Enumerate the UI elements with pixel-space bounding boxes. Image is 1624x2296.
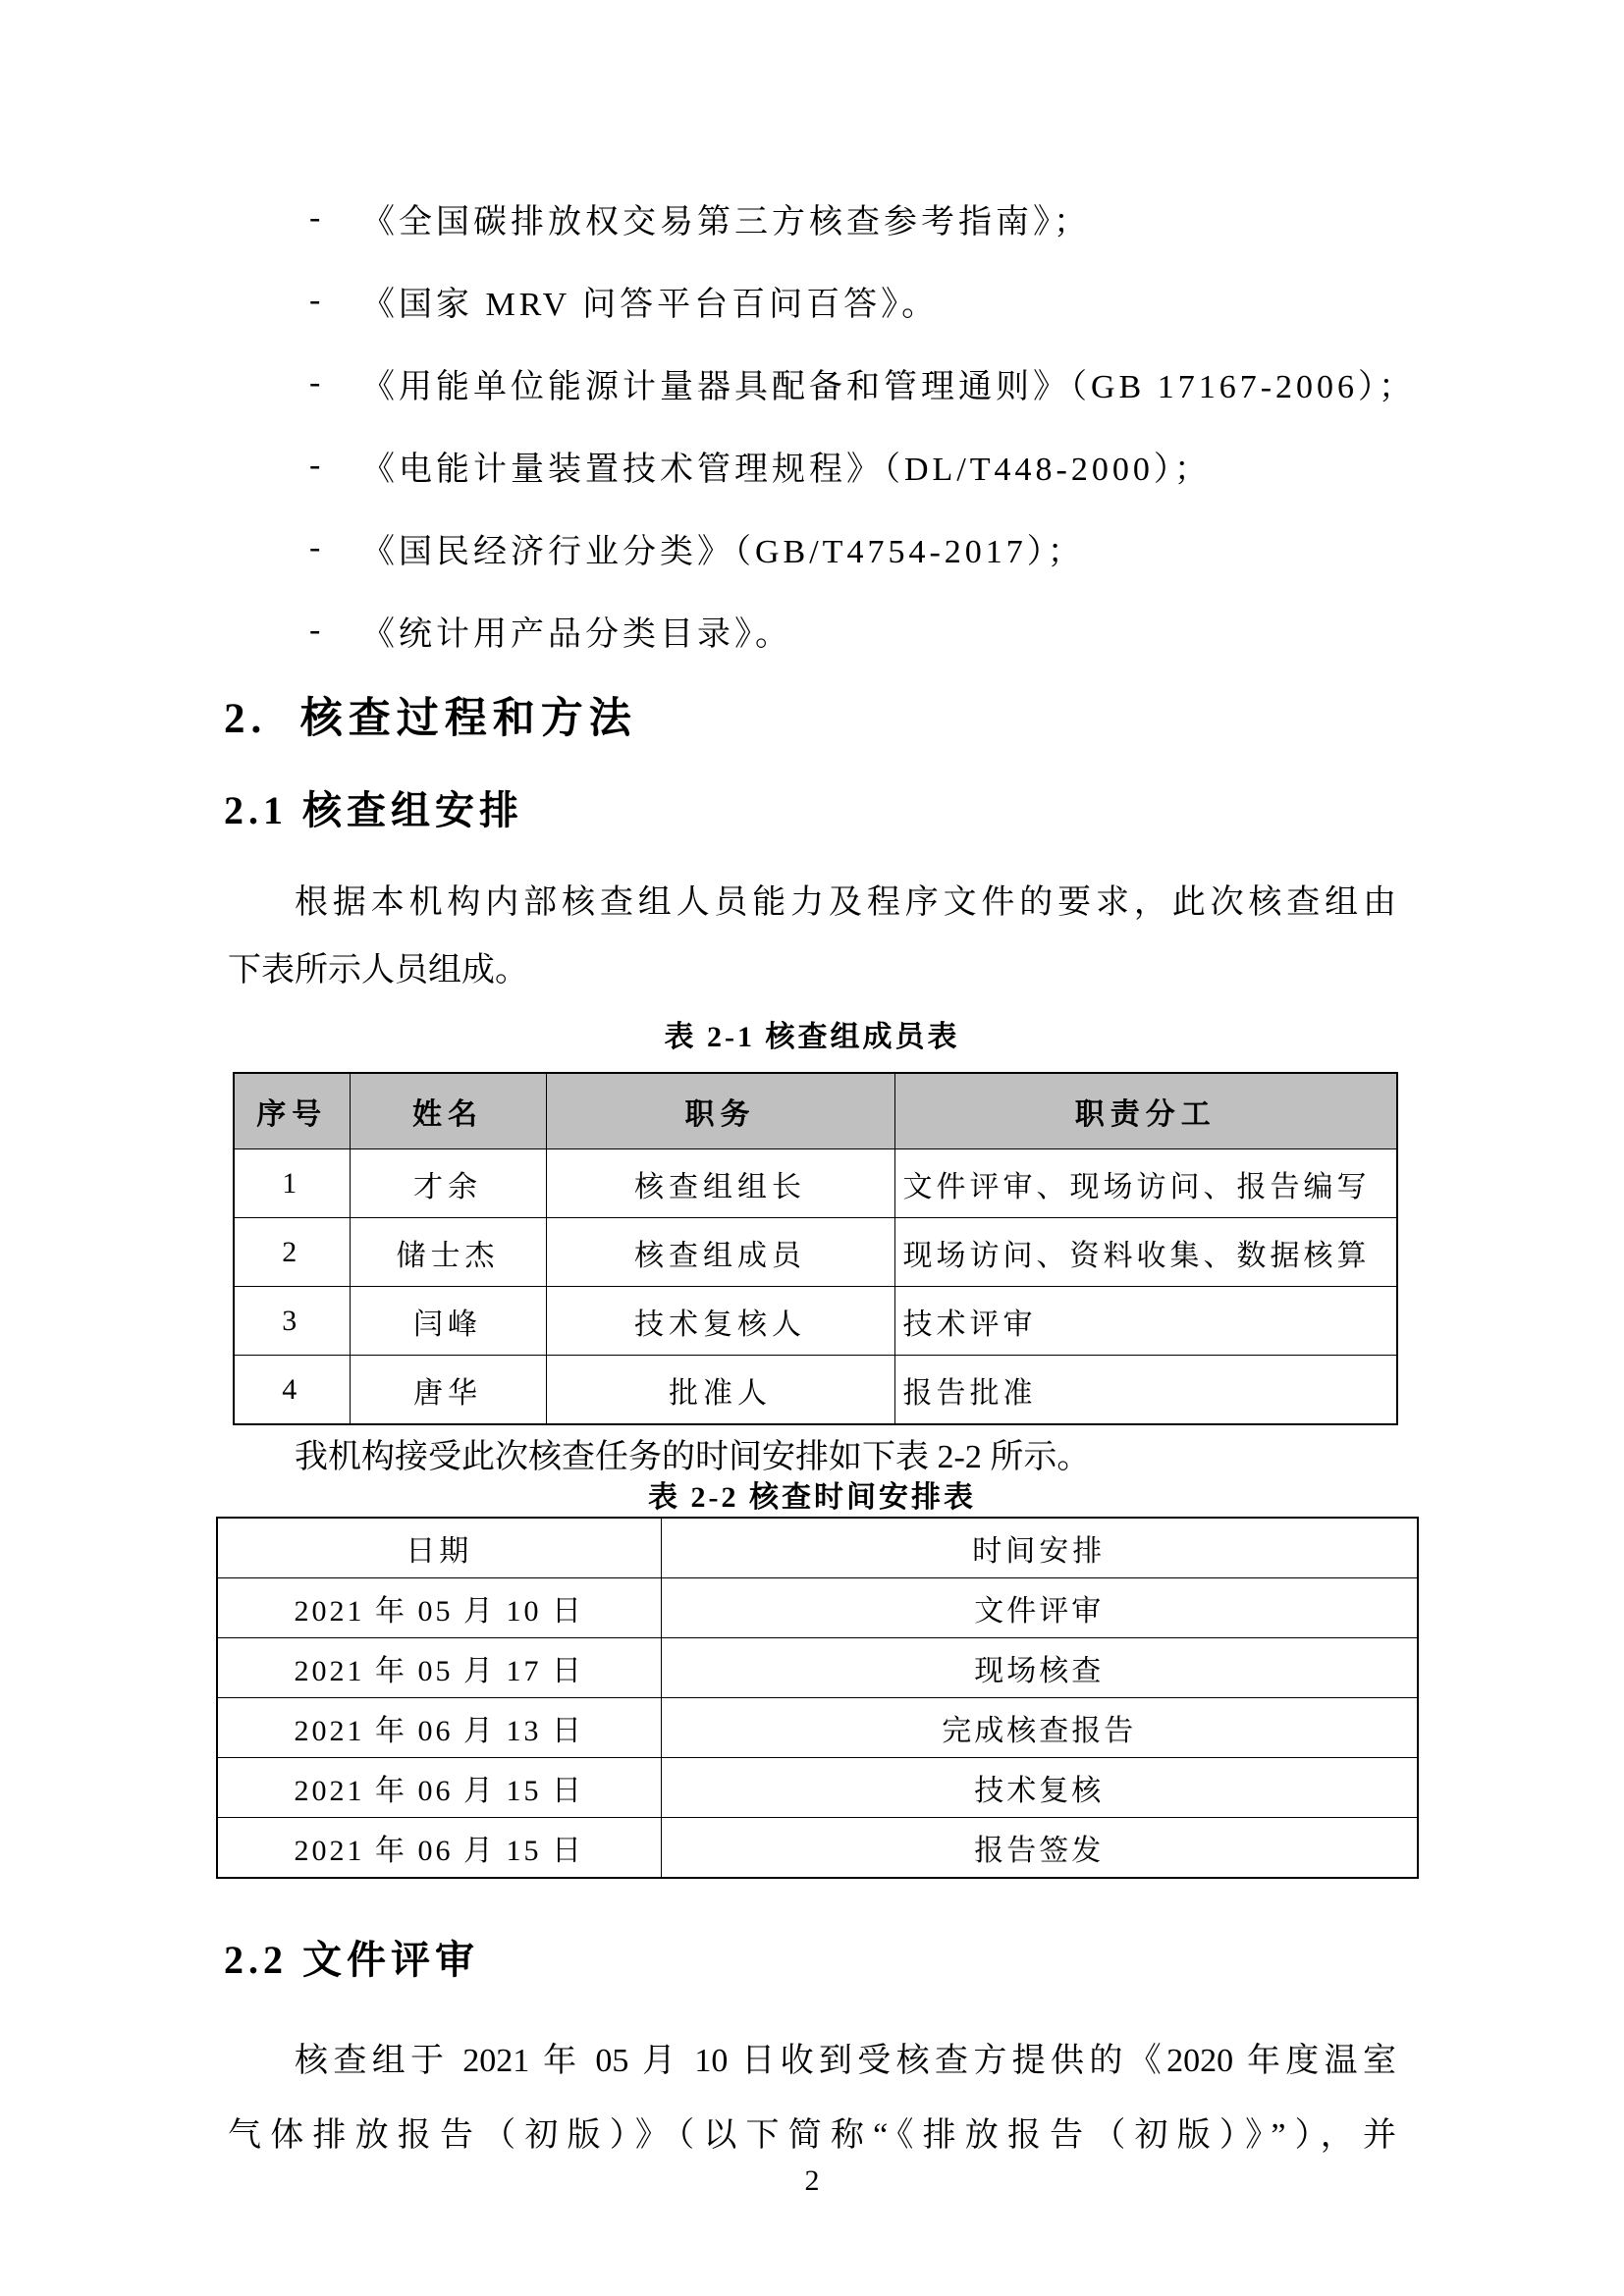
reference-text: 《全国碳排放权交易第三方核查参考指南》； [361, 203, 1091, 240]
table-cell: 批准人 [546, 1356, 894, 1425]
table-cell: 文件评审 [661, 1578, 1418, 1638]
table-cell: 闫峰 [350, 1287, 546, 1356]
reference-item [309, 259, 1624, 342]
table-cell: 2021 年 06 月 15 日 [217, 1818, 661, 1879]
table-cell: 2021 年 06 月 15 日 [217, 1758, 661, 1818]
table-row [234, 1218, 1397, 1287]
members-table [233, 1072, 1398, 1425]
schedule-note: 我机构接受此次核查任务的时间安排如下表 2-2 所示。 [295, 1439, 1091, 1476]
reference-item [309, 507, 1624, 589]
table-row [234, 1149, 1397, 1218]
table-row [217, 1578, 1418, 1638]
table-cell: 2021 年 06 月 13 日 [217, 1698, 661, 1758]
table-cell: 2021 年 05 月 17 日 [217, 1638, 661, 1698]
reference-item [309, 424, 1624, 507]
table-cell: 现场访问、资料收集、数据核算 [894, 1218, 1397, 1287]
table-cell: 报告签发 [661, 1818, 1418, 1879]
reference-item [309, 177, 1624, 259]
reference-item [309, 342, 1624, 424]
column-header: 职务 [546, 1073, 894, 1149]
table-cell: 2021 年 05 月 10 日 [217, 1578, 661, 1638]
table-cell: 报告批准 [894, 1356, 1397, 1425]
table-cell: 1 [234, 1149, 350, 1218]
table-cell: 储士杰 [350, 1218, 546, 1287]
table-row [234, 1356, 1397, 1425]
schedule-table [216, 1517, 1419, 1879]
table-cell: 3 [234, 1287, 350, 1356]
table-row [217, 1758, 1418, 1818]
section-heading-2: 2. 核查过程和方法 [224, 696, 637, 742]
column-header: 时间安排 [661, 1518, 1418, 1578]
table-header-row [234, 1073, 1397, 1149]
table-row [217, 1638, 1418, 1698]
reference-text: 《国家 MRV 问答平台百问百答》。 [361, 286, 940, 323]
table-cell: 技术评审 [894, 1287, 1397, 1356]
table-cell: 4 [234, 1356, 350, 1425]
bullet-dash: - [309, 199, 321, 236]
table-cell: 技术复核人 [546, 1287, 894, 1356]
column-header: 日期 [217, 1518, 661, 1578]
paragraph-line: 根据本机构内部核查组人员能力及程序文件的要求，此次核查组由 [295, 884, 1396, 922]
paragraph-2-1 [228, 869, 1396, 1004]
table-cell: 核查组组长 [546, 1149, 894, 1218]
reference-list [309, 177, 1624, 671]
bullet-dash: - [309, 364, 321, 400]
table-caption-schedule: 表 2-2 核查时间安排表 [648, 1481, 976, 1515]
reference-item [309, 589, 1624, 671]
column-header: 姓名 [350, 1073, 546, 1149]
table-row [234, 1287, 1397, 1356]
table-cell: 现场核查 [661, 1638, 1418, 1698]
table-cell: 文件评审、现场访问、报告编写 [894, 1149, 1397, 1218]
table-cell: 技术复核 [661, 1758, 1418, 1818]
table-header-row [217, 1518, 1418, 1578]
paragraph-2-2 [228, 2024, 1396, 2173]
section-heading-2-1: 2.1 核查组安排 [224, 788, 523, 833]
table-cell: 唐华 [350, 1356, 546, 1425]
reference-text: 《统计用产品分类目录》。 [361, 615, 792, 653]
bullet-dash: - [309, 612, 321, 648]
page-number: 2 [804, 2164, 820, 2197]
table-row [217, 1698, 1418, 1758]
table-row [217, 1818, 1418, 1879]
section-heading-2-2: 2.2 文件评审 [224, 1938, 479, 1983]
bullet-dash: - [309, 282, 321, 318]
paragraph-line: 气体排放报告（初版）》（以下简称“《排放报告（初版）》”），并 [228, 2117, 1396, 2155]
table-cell: 完成核查报告 [661, 1698, 1418, 1758]
reference-text: 《用能单位能源计量器具配备和管理通则》（GB 17167-2006）； [361, 368, 1417, 405]
bullet-dash: - [309, 529, 321, 565]
bullet-dash: - [309, 447, 321, 483]
reference-text: 《电能计量装置技术管理规程》（DL/T448-2000）； [361, 451, 1212, 488]
column-header: 职责分工 [894, 1073, 1397, 1149]
table-cell: 核查组成员 [546, 1218, 894, 1287]
paragraph-line: 核查组于 2021 年 05 月 10 日收到受核查方提供的《2020 年度温室 [295, 2043, 1396, 2080]
table-cell: 2 [234, 1218, 350, 1287]
table-caption-members: 表 2-1 核查组成员表 [664, 1021, 960, 1054]
table-cell: 才余 [350, 1149, 546, 1218]
paragraph-line: 下表所示人员组成。 [228, 952, 528, 989]
column-header: 序号 [234, 1073, 350, 1149]
reference-text: 《国民经济行业分类》（GB/T4754-2017）； [361, 533, 1085, 570]
